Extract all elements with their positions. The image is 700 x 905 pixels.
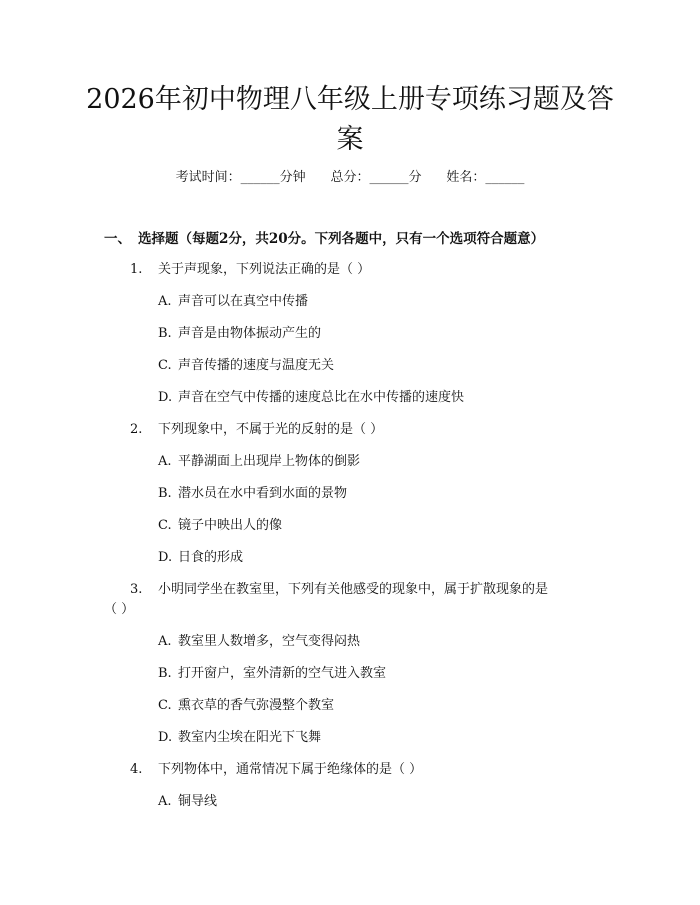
option-3d [158,728,321,748]
question-number: 2. [130,422,143,437]
section-number: 一、 [104,231,131,247]
option-letter: D. [158,550,173,565]
section-title: 选择题（每题2分，共20分。下列各题中，只有一个选项符合题意） [138,231,545,247]
time-label: 考试时间： [175,170,241,185]
question-4 [130,760,422,780]
title-line-2: 案 [336,124,364,155]
question-1 [130,260,370,280]
score-label: 总分： [330,170,370,185]
option-letter: A. [158,294,172,309]
score-blank: ______ [369,170,409,185]
option-2a [158,452,360,472]
option-letter: D. [158,730,173,745]
option-1a [158,292,308,312]
option-text: 熏衣草的香气弥漫整个教室 [178,698,335,713]
question-number: 4. [130,762,143,777]
option-text: 铜导线 [178,794,218,809]
document-title [70,80,630,160]
option-letter: D. [158,390,173,405]
option-4a [158,792,217,812]
option-letter: C. [158,698,172,713]
option-2b [158,484,347,504]
option-letter: A. [158,454,172,469]
option-letter: A. [158,634,172,649]
option-text: 声音传播的速度与温度无关 [178,358,335,373]
question-3-continuation: （ ） [104,602,135,617]
question-2 [130,420,383,440]
option-1c [158,356,334,376]
option-text: 镜子中映出人的像 [178,518,283,533]
name-blank: ______ [485,170,525,185]
option-letter: B. [158,666,172,681]
question-text: 下列现象中，不属于光的反射的是（ ） [158,422,384,437]
option-text: 声音是由物体振动产生的 [178,326,322,341]
option-letter: C. [158,518,172,533]
question-number: 3. [130,582,143,597]
option-letter: B. [158,326,172,341]
time-unit: 分钟 [279,170,306,185]
option-text: 打开窗户，室外清新的空气进入教室 [178,666,387,681]
option-2c [158,516,282,536]
option-letter: C. [158,358,172,373]
question-number: 1. [130,262,143,277]
option-text: 声音可以在真空中传播 [178,294,309,309]
option-text: 教室内尘埃在阳光下飞舞 [178,730,322,745]
option-2d [158,548,243,568]
time-blank: ______ [240,170,280,185]
option-text: 声音在空气中传播的速度总比在水中传播的速度快 [178,390,465,405]
option-letter: A. [158,794,172,809]
option-text: 教室里人数增多，空气变得闷热 [178,634,361,649]
exam-info-line [0,168,700,188]
option-3b [158,664,386,684]
question-text: 小明同学坐在教室里，下列有关他感受的现象中，属于扩散现象的是 [158,582,549,597]
option-letter: B. [158,486,172,501]
option-text: 潜水员在水中看到水面的景物 [178,486,348,501]
score-unit: 分 [408,170,422,185]
name-label: 姓名： [446,170,486,185]
option-3c [158,696,334,716]
question-text: 关于声现象，下列说法正确的是（ ） [158,262,371,277]
option-3a [158,632,360,652]
title-line-1: 2026年初中物理八年级上册专项练习题及答 [86,84,614,115]
option-1d [158,388,464,408]
question-3 [130,580,548,600]
option-text: 平静湖面上出现岸上物体的倒影 [178,454,361,469]
section-heading [104,229,544,249]
option-text: 日食的形成 [178,550,244,565]
option-1b [158,324,321,344]
question-text: 下列物体中，通常情况下属于绝缘体的是（ ） [158,762,423,777]
